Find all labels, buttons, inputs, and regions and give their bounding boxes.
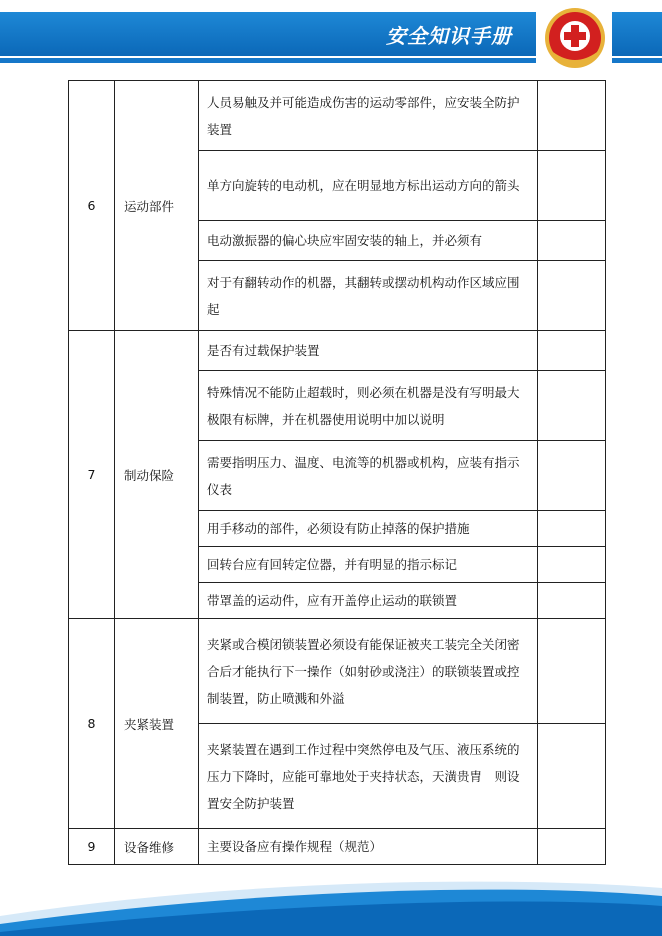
check-cell: [538, 331, 606, 371]
check-cell: [538, 547, 606, 583]
header-band-right: [612, 12, 662, 56]
category-cell: 运动部件: [115, 81, 199, 331]
requirement-cell: 回转台应有回转定位器，并有明显的指示标记: [199, 547, 538, 583]
requirement-cell: 夹紧或合模闭锁装置必须设有能保证被夹工装完全关闭密合后才能执行下一操作（如射砂或浇注）的联锁装置或控制装置，防止喷溅和外溢: [199, 619, 538, 724]
footer-swoosh: [0, 876, 662, 936]
table-row: [69, 331, 606, 371]
check-cell: [538, 583, 606, 619]
check-cell: [538, 619, 606, 724]
check-cell: [538, 371, 606, 441]
requirement-cell: 夹紧装置在遇到工作过程中突然停电及气压、液压系统的压力下降时，应能可靠地处于夹持状态，天潢贵胄 则设置安全防护装置: [199, 724, 538, 829]
safety-checklist-table: [68, 80, 606, 865]
requirement-cell: 用手移动的部件，必须设有防止掉落的保护措施: [199, 511, 538, 547]
row-number: 7: [69, 331, 115, 619]
check-cell: [538, 724, 606, 829]
check-cell: [538, 829, 606, 865]
check-cell: [538, 151, 606, 221]
header-rule: [0, 58, 536, 63]
requirement-cell: 特殊情况不能防止超载时，则必须在机器是没有写明最大极限有标牌，并在机器使用说明中加以说明: [199, 371, 538, 441]
check-cell: [538, 81, 606, 151]
page-title: 安全知识手册: [386, 24, 512, 48]
row-number: 6: [69, 81, 115, 331]
check-cell: [538, 511, 606, 547]
requirement-cell: 单方向旋转的电动机，应在明显地方标出运动方向的箭头: [199, 151, 538, 221]
check-cell: [538, 261, 606, 331]
table-row: [69, 829, 606, 865]
table-row: [69, 81, 606, 151]
header-rule-right: [612, 58, 662, 63]
requirement-cell: 对于有翻转动作的机器，其翻转或摆动机构动作区域应围起: [199, 261, 538, 331]
category-cell: 制动保险: [115, 331, 199, 619]
row-number: 8: [69, 619, 115, 829]
requirement-cell: 电动激振器的偏心块应牢固安装的轴上，并必须有: [199, 221, 538, 261]
row-number: 9: [69, 829, 115, 865]
requirement-cell: 主要设备应有操作规程（规范）: [199, 829, 538, 865]
category-cell: 设备维修: [115, 829, 199, 865]
check-cell: [538, 221, 606, 261]
category-cell: 夹紧装置: [115, 619, 199, 829]
requirement-cell: 带罩盖的运动件，应有开盖停止运动的联锁置: [199, 583, 538, 619]
requirement-cell: 需要指明压力、温度、电流等的机器或机构，应装有指示仪表: [199, 441, 538, 511]
red-cross-emblem-icon: [543, 6, 607, 70]
requirement-cell: 是否有过载保护装置: [199, 331, 538, 371]
table-row: [69, 619, 606, 724]
check-cell: [538, 441, 606, 511]
requirement-cell: 人员易触及并可能造成伤害的运动零部件，应安装全防护装置: [199, 81, 538, 151]
